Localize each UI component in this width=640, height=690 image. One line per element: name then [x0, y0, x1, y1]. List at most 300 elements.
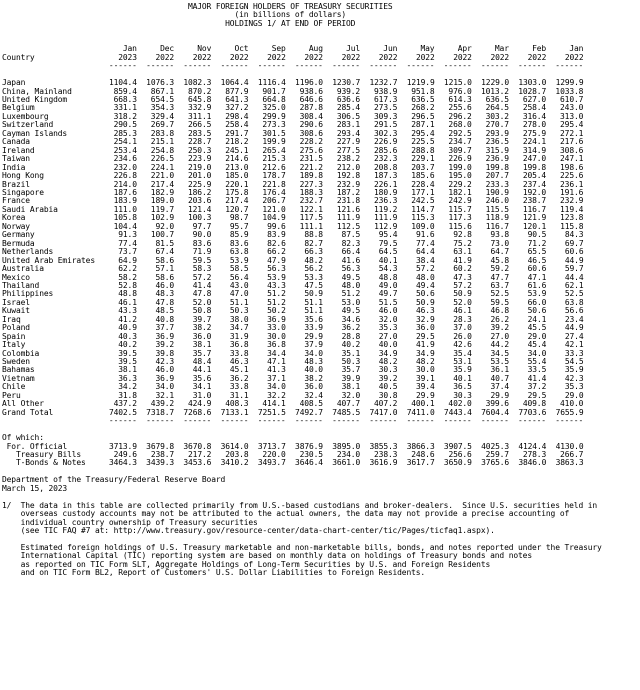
cell-value: 35.9 — [453, 365, 472, 375]
cell-value: 220.1 — [225, 179, 249, 189]
cell-value: 117.3 — [448, 213, 472, 223]
cell-value: 111.0 — [113, 204, 137, 214]
column-month: Apr — [457, 44, 472, 54]
cell-value: 938.9 — [374, 86, 398, 96]
cell-value: 63.1 — [453, 247, 472, 257]
cell-value: 47.8 — [192, 289, 212, 299]
cell-value: 233.3 — [485, 179, 509, 189]
cell-value: 38.1 — [341, 382, 361, 392]
cell-value: 201.0 — [188, 171, 212, 181]
cell-value: 175.8 — [225, 187, 249, 197]
cell-value: 119.7 — [150, 204, 175, 214]
cell-value: 203.6 — [188, 196, 212, 206]
cell-value: 38.2 — [192, 323, 212, 333]
cell-value: 7411.0 — [406, 407, 435, 417]
cell-value: 53.5 — [490, 357, 510, 367]
cell-value: 298.4 — [225, 111, 249, 121]
cell-value: 3765.6 — [481, 458, 510, 468]
cell-value: 84.3 — [564, 230, 584, 240]
column-month: Feb — [532, 44, 547, 54]
cell-value: 48.8 — [378, 272, 398, 282]
cell-value: 58.6 — [155, 272, 175, 282]
cell-value: 111.9 — [336, 213, 361, 223]
column-month: Mar — [494, 44, 509, 54]
cell-value: 98.7 — [229, 213, 249, 223]
cell-value: 183.9 — [113, 196, 137, 206]
cell-value: 231.5 — [299, 154, 323, 164]
cell-value: 220.0 — [262, 450, 286, 460]
cell-value: 49.5 — [341, 306, 361, 316]
cell-value: 57.2 — [416, 264, 435, 274]
cell-value: 41.9 — [453, 255, 472, 265]
row-label: Grand Total — [2, 407, 54, 417]
cell-value: 71.9 — [192, 247, 212, 257]
cell-value: 51.1 — [304, 297, 323, 307]
cell-value: 636.6 — [336, 94, 361, 104]
cell-value: 186.2 — [188, 187, 212, 197]
column-month: Nov — [197, 44, 212, 54]
cell-value: 33.9 — [304, 323, 323, 333]
cell-value: 29.0 — [527, 331, 547, 341]
cell-value: 207.7 — [485, 171, 509, 181]
cell-value: 39.4 — [416, 382, 435, 392]
cell-value: 283.1 — [336, 120, 361, 130]
cell-value: 636.5 — [411, 94, 435, 104]
cell-value: 112.5 — [336, 221, 361, 231]
cell-value: 34.0 — [304, 348, 323, 358]
cell-value: 36.9 — [155, 373, 175, 383]
cell-value: 258.4 — [522, 103, 547, 113]
cell-value: 7655.9 — [555, 407, 584, 417]
cell-value: 34.2 — [118, 382, 137, 392]
cell-value: 1064.4 — [220, 78, 249, 88]
cell-value: 314.9 — [522, 145, 547, 155]
cell-value: 877.9 — [225, 86, 249, 96]
column-year: 2022 — [155, 52, 175, 62]
cell-value: 3863.3 — [555, 458, 584, 468]
cell-value: 272.1 — [560, 128, 584, 138]
cell-value: 97.7 — [192, 221, 212, 231]
cell-value: 7133.1 — [220, 407, 249, 417]
cell-value: 1076.3 — [146, 78, 175, 88]
cell-value: 47.0 — [229, 289, 249, 299]
column-year: 2023 — [118, 52, 137, 62]
cell-value: 217.6 — [560, 137, 584, 147]
cell-value: 119.4 — [560, 204, 584, 214]
cell-value: 287.8 — [299, 103, 323, 113]
cell-value: 228.2 — [299, 137, 323, 147]
row-label: Thailand — [2, 280, 40, 290]
cell-value: 3670.8 — [183, 441, 212, 451]
cell-value: 48.3 — [155, 289, 175, 299]
cell-value: 228.7 — [188, 137, 212, 147]
cell-value: 7703.6 — [518, 407, 547, 417]
column-month: Jul — [346, 44, 361, 54]
cell-value: 3713.9 — [108, 441, 137, 451]
cell-value: 7318.7 — [146, 407, 175, 417]
cell-value: 115.7 — [448, 204, 472, 214]
cell-value: 50.3 — [341, 357, 361, 367]
cell-value: 58.5 — [229, 264, 249, 274]
cell-value: 48.0 — [416, 272, 435, 282]
cell-value: 116.7 — [522, 204, 547, 214]
cell-value: 248.6 — [411, 450, 435, 460]
cell-value: 399.6 — [485, 399, 509, 409]
cell-value: 38.1 — [118, 365, 137, 375]
cell-value: 254.1 — [113, 137, 137, 147]
cell-value: 30.0 — [267, 331, 286, 341]
cell-value: 176.4 — [262, 187, 286, 197]
cell-value: 62.1 — [564, 280, 584, 290]
cell-value: 42.1 — [564, 340, 584, 350]
cell-value: 33.8 — [229, 382, 249, 392]
cell-value: 82.7 — [304, 238, 323, 248]
cell-value: 48.0 — [341, 280, 361, 290]
cell-value: 33.3 — [564, 348, 584, 358]
row-label: Cayman Islands — [2, 128, 68, 138]
cell-value: 82.6 — [267, 238, 286, 248]
cell-value: 56.6 — [564, 306, 584, 316]
row-label: Colombia — [2, 348, 40, 358]
cell-value: 199.0 — [448, 162, 472, 172]
cell-value: 236.3 — [374, 196, 398, 206]
cell-value: 121.0 — [262, 204, 286, 214]
cell-value: 1082.3 — [183, 78, 212, 88]
cell-value: 40.1 — [378, 255, 398, 265]
cell-value: 27.0 — [378, 331, 398, 341]
cell-value: 35.9 — [564, 365, 584, 375]
cell-value: 268.0 — [448, 120, 472, 130]
cell-value: 189.8 — [299, 171, 323, 181]
cell-value: 226.9 — [448, 154, 472, 164]
cell-value: 30.0 — [416, 365, 435, 375]
cell-value: 26.2 — [490, 314, 510, 324]
cell-value: 52.5 — [490, 289, 510, 299]
cell-value: 3895.0 — [332, 441, 361, 451]
cell-value: 52.0 — [192, 297, 212, 307]
cell-value: 1033.8 — [555, 86, 584, 96]
cell-value: 35.3 — [564, 382, 584, 392]
cell-value: 52.5 — [564, 289, 584, 299]
cell-value: 50.8 — [192, 306, 212, 316]
row-label: Switzerland — [2, 120, 54, 130]
row-label: France — [2, 196, 30, 206]
cell-value: 859.4 — [113, 86, 137, 96]
cell-value: 208.8 — [374, 162, 398, 172]
cell-value: 226.9 — [374, 137, 398, 147]
cell-value: 112.9 — [374, 221, 398, 231]
column-year: 2022 — [267, 52, 286, 62]
cell-value: 104.4 — [113, 221, 137, 231]
cell-value: 31.0 — [192, 390, 212, 400]
cell-value: 34.9 — [416, 348, 435, 358]
cell-value: 34.0 — [267, 382, 286, 392]
cell-value: 48.2 — [304, 255, 323, 265]
cell-value: 264.5 — [485, 103, 509, 113]
cell-value: 28.3 — [453, 314, 472, 324]
cell-value: 180.9 — [374, 187, 398, 197]
cell-value: 36.1 — [490, 365, 510, 375]
cell-value: 58.6 — [155, 255, 175, 265]
cell-value: 7485.5 — [332, 407, 361, 417]
cell-value: 71.2 — [527, 238, 547, 248]
cell-value: 227.3 — [299, 179, 323, 189]
cell-value: 1229.0 — [481, 78, 510, 88]
cell-value: 36.2 — [229, 373, 249, 383]
cell-value: 69.7 — [564, 238, 584, 248]
cell-value: 191.6 — [560, 187, 584, 197]
cell-value: 31.1 — [229, 390, 249, 400]
cell-value: 939.2 — [336, 86, 361, 96]
cell-value: 646.6 — [299, 94, 323, 104]
cell-value: 29.0 — [564, 390, 584, 400]
cell-value: 40.3 — [118, 331, 137, 341]
cell-value: 83.6 — [229, 238, 249, 248]
cell-value: 232.9 — [560, 196, 584, 206]
row-label: Chile — [2, 382, 26, 392]
cell-value: 53.9 — [229, 255, 249, 265]
cell-value: 867.1 — [150, 86, 175, 96]
cell-value: 3846.0 — [518, 458, 547, 468]
cell-value: 3617.7 — [406, 458, 435, 468]
cell-value: 255.6 — [448, 103, 472, 113]
cell-value: 225.9 — [188, 179, 212, 189]
row-label: T-Bonds & Notes — [15, 458, 86, 468]
cell-value: 236.1 — [560, 179, 584, 189]
cell-value: 50.3 — [229, 306, 249, 316]
cell-value: 47.5 — [304, 280, 323, 290]
cell-value: 3614.0 — [220, 441, 249, 451]
cell-value: 293.9 — [485, 128, 509, 138]
cell-value: 111.1 — [299, 221, 323, 231]
cell-value: 34.0 — [527, 348, 547, 358]
cell-value: 221.2 — [299, 162, 323, 172]
cell-value: 62.2 — [118, 264, 137, 274]
cell-value: 285.6 — [374, 145, 398, 155]
cell-value: 64.5 — [378, 247, 398, 257]
cell-value: 265.4 — [262, 145, 286, 155]
column-month: Jan — [122, 44, 137, 54]
cell-value: 117.5 — [299, 213, 323, 223]
cell-value: 50.6 — [527, 306, 547, 316]
cell-value: 39.9 — [341, 373, 361, 383]
cell-value: 3876.9 — [295, 441, 323, 451]
cell-value: 266.5 — [188, 120, 212, 130]
cell-value: 47.7 — [490, 272, 510, 282]
cell-value: 407.7 — [336, 399, 361, 409]
cell-value: 283.8 — [150, 128, 175, 138]
cell-value: 309.3 — [374, 111, 398, 121]
cell-value: 43.0 — [229, 280, 249, 290]
cell-value: 275.9 — [522, 128, 547, 138]
cell-value: 7604.4 — [481, 407, 510, 417]
cell-value: 238.3 — [374, 450, 398, 460]
cell-value: 48.2 — [378, 357, 398, 367]
cell-value: 409.8 — [522, 399, 547, 409]
cell-value: 40.2 — [118, 340, 137, 350]
cell-value: 4025.3 — [481, 441, 510, 451]
row-label: Bermuda — [2, 238, 35, 248]
cell-value: 225.5 — [411, 137, 435, 147]
cell-value: 938.6 — [299, 86, 323, 96]
cell-value: 63.8 — [564, 297, 584, 307]
cell-value: 332.9 — [188, 103, 212, 113]
cell-value: 38.4 — [416, 255, 435, 265]
cell-value: 34.4 — [267, 348, 286, 358]
cell-value: 199.8 — [485, 162, 509, 172]
cell-value: 437.2 — [113, 399, 137, 409]
row-label: Korea — [2, 213, 26, 223]
cell-value: 32.0 — [341, 390, 361, 400]
row-label: United Kingdom — [2, 94, 68, 104]
cell-value: 116.7 — [485, 221, 509, 231]
cell-value: 309.7 — [448, 145, 472, 155]
cell-value: 40.9 — [118, 323, 137, 333]
cell-value: 32.4 — [304, 390, 323, 400]
cell-value: 48.3 — [304, 357, 323, 367]
cell-value: 29.9 — [416, 390, 435, 400]
cell-value: 34.1 — [192, 382, 212, 392]
cell-value: 308.6 — [560, 145, 584, 155]
cell-value: 306.5 — [336, 111, 361, 121]
row-label: Poland — [2, 323, 30, 333]
cell-value: 407.2 — [374, 399, 398, 409]
cell-value: 40.8 — [155, 314, 175, 324]
cell-value: 42.3 — [564, 373, 584, 383]
cell-value: 32.9 — [416, 314, 435, 324]
cell-value: 31.8 — [118, 390, 137, 400]
cell-value: 41.2 — [118, 314, 137, 324]
cell-value: 51.2 — [267, 289, 286, 299]
cell-value: 51.1 — [304, 306, 323, 316]
cell-value: 42.3 — [155, 357, 175, 367]
cell-value: 44.9 — [564, 323, 584, 333]
cell-value: 35.7 — [341, 365, 361, 375]
cell-value: 44.1 — [192, 365, 212, 375]
cell-value: 329.4 — [150, 111, 175, 121]
cell-value: 4130.0 — [555, 441, 584, 451]
row-label: Belgium — [2, 103, 35, 113]
cell-value: 36.0 — [416, 323, 435, 333]
cell-value: 3493.7 — [257, 458, 286, 468]
cell-value: 188.3 — [299, 187, 323, 197]
row-label: Sweden — [2, 357, 30, 367]
cell-value: 185.6 — [411, 171, 435, 181]
cell-value: 85.9 — [229, 230, 249, 240]
footnote-line: International Capital (TIC) reporting system are based on monthly data on holdings of Treasury bonds and notes — [2, 551, 532, 561]
cell-value: 218.2 — [225, 137, 249, 147]
cell-value: 229.2 — [448, 179, 472, 189]
cell-value: 424.9 — [188, 399, 212, 409]
row-label: Kuwait — [2, 306, 30, 316]
cell-value: 664.8 — [262, 94, 286, 104]
cell-value: 614.3 — [448, 94, 472, 104]
cell-value: 1215.0 — [443, 78, 472, 88]
cell-value: 268.2 — [411, 103, 435, 113]
cell-value: 39.2 — [490, 323, 510, 333]
cell-value: 92.0 — [155, 221, 175, 231]
column-year: 2022 — [378, 52, 398, 62]
cell-value: 121.4 — [188, 204, 212, 214]
cell-value: 61.6 — [527, 280, 547, 290]
cell-value: 439.2 — [150, 399, 175, 409]
cell-value: 227.9 — [336, 137, 361, 147]
cell-value: 39.2 — [155, 340, 175, 350]
cell-value: 57.2 — [453, 280, 472, 290]
cell-value: 90.5 — [527, 230, 547, 240]
cell-value: 311.1 — [188, 111, 212, 121]
cell-value: 1116.4 — [257, 78, 286, 88]
cell-value: 236.5 — [485, 137, 509, 147]
cell-value: 242.9 — [448, 196, 472, 206]
cell-value: 870.2 — [188, 86, 212, 96]
cell-value: 109.0 — [411, 221, 435, 231]
column-year: 2022 — [564, 52, 584, 62]
cell-value: 59.5 — [192, 255, 212, 265]
cell-value: 39.5 — [118, 348, 137, 358]
cell-value: 226.5 — [150, 154, 175, 164]
cell-value: 226.8 — [113, 171, 137, 181]
cell-value: 111.9 — [374, 213, 398, 223]
cell-value: 245.1 — [225, 145, 249, 155]
cell-value: 48.5 — [155, 306, 175, 316]
cell-value: 3646.4 — [295, 458, 323, 468]
cell-value: 36.8 — [229, 340, 249, 350]
row-label: Norway — [2, 221, 30, 231]
cell-value: 182.1 — [448, 187, 472, 197]
cell-value: 228.4 — [411, 179, 435, 189]
cell-value: 46.1 — [453, 306, 472, 316]
cell-value: 296.2 — [448, 111, 472, 121]
row-label: Luxembourg — [2, 111, 49, 121]
cell-value: 185.0 — [225, 171, 249, 181]
cell-value: 292.5 — [448, 128, 472, 138]
cell-value: 302.3 — [374, 128, 398, 138]
column-year: 2022 — [416, 52, 435, 62]
footnote-line: 1/ The data in this table are collected primarily from U.S.-based custodians and broker-dealers. Since U.S. securities held in — [2, 500, 598, 510]
cell-value: 303.2 — [485, 111, 509, 121]
cell-value: 122.1 — [299, 204, 323, 214]
cell-value: 668.3 — [113, 94, 137, 104]
cell-value: 654.5 — [150, 94, 175, 104]
cell-value: 56.3 — [267, 264, 286, 274]
cell-value: 291.7 — [225, 128, 249, 138]
cell-value: 41.4 — [527, 373, 547, 383]
cell-value: 247.1 — [560, 154, 584, 164]
cell-value: 60.6 — [564, 247, 584, 257]
cell-value: 105.8 — [113, 213, 137, 223]
cell-value: 402.0 — [448, 399, 472, 409]
cell-value: 49.7 — [378, 289, 398, 299]
cell-value: 49.4 — [416, 280, 435, 290]
cell-value: 41.4 — [192, 280, 212, 290]
cell-value: 75.2 — [453, 238, 472, 248]
cell-value: 308.6 — [299, 128, 323, 138]
cell-value: 192.8 — [336, 171, 361, 181]
cell-value: 48.4 — [192, 357, 212, 367]
cell-value: 254.8 — [150, 145, 175, 155]
cell-value: 36.9 — [155, 331, 175, 341]
cell-value: 54.5 — [564, 357, 584, 367]
cell-value: 225.6 — [560, 171, 584, 181]
cell-value: 100.3 — [188, 213, 212, 223]
cell-value: 318.2 — [113, 111, 137, 121]
cell-value: 38.0 — [229, 314, 249, 324]
cell-value: 66.4 — [341, 247, 361, 257]
cell-value: 3661.0 — [332, 458, 361, 468]
column-month: Jan — [569, 44, 584, 54]
cell-value: 253.4 — [113, 145, 137, 155]
